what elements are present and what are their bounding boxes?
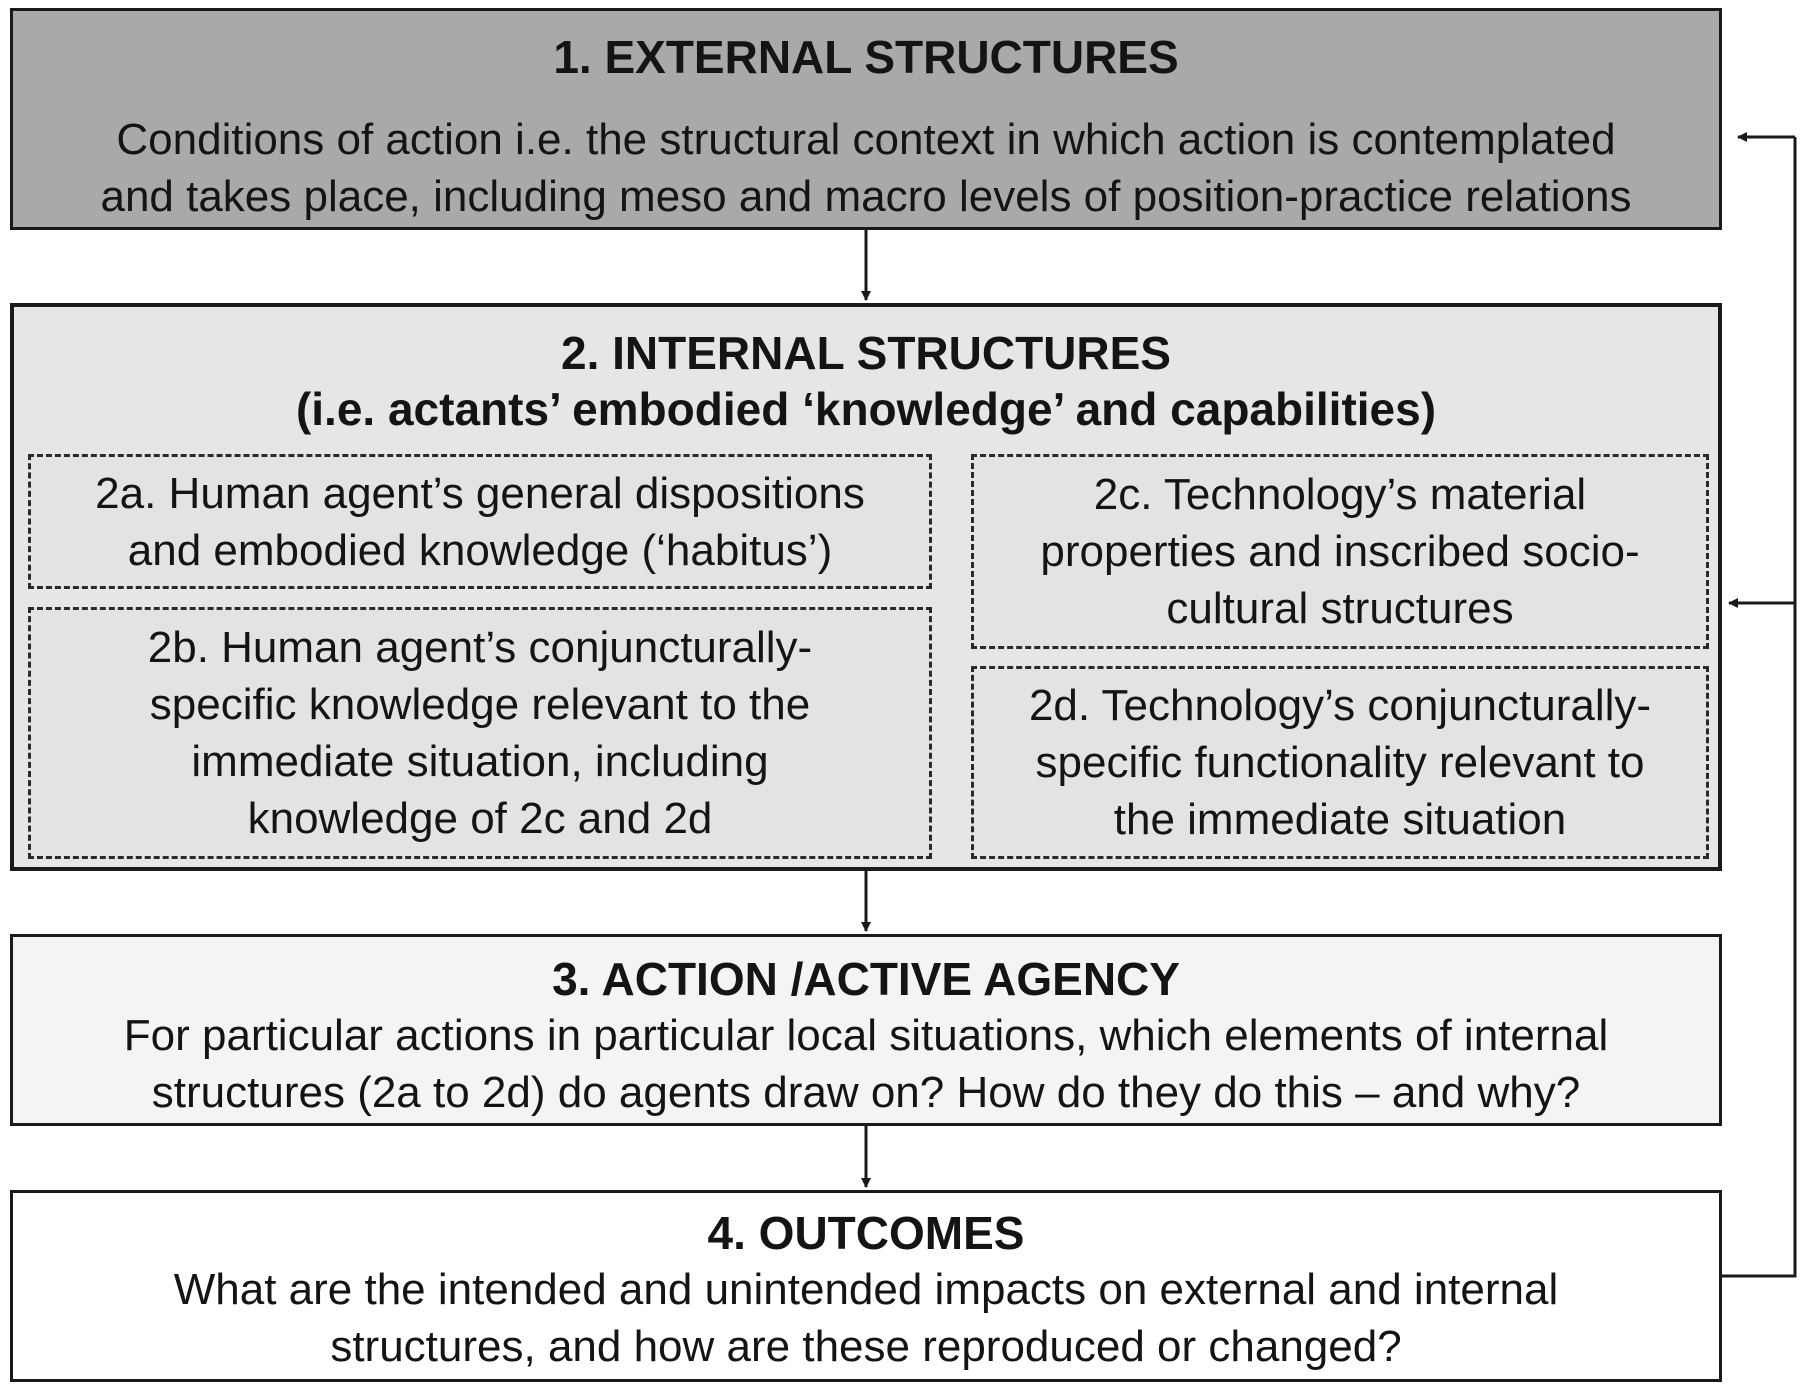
title-line: (i.e. actants’ embodied ‘knowledge’ and capabilities)	[295, 383, 1437, 435]
text-line: and takes place, including meso and macro levels of position-practice relations	[100, 172, 1632, 221]
text-line: 2a. Human agent’s general dispositions	[95, 468, 865, 518]
text-line: the immediate situation	[1113, 795, 1567, 844]
text-line: What are the intended and unintended impacts on external and internal	[173, 1265, 1559, 1314]
action-agency-title: 3. ACTION /ACTIVE AGENCY	[552, 953, 1180, 1005]
text-line: structures (2a to 2d) do agents draw on? How do they do this – and why?	[151, 1068, 1581, 1117]
text-line: structures, and how are these reproduced or changed?	[330, 1322, 1402, 1371]
text-line: 2c. Technology’s material	[1093, 470, 1587, 519]
text-line: knowledge of 2c and 2d	[247, 794, 713, 843]
text-line: specific knowledge relevant to the	[149, 680, 811, 729]
text-line: 2b. Human agent’s conjuncturally-	[147, 623, 813, 672]
text-line: immediate situation, including	[191, 737, 769, 786]
text-line: Conditions of action i.e. the structural context in which action is contemplated	[116, 115, 1616, 164]
text-line: 2d. Technology’s conjuncturally-	[1028, 681, 1652, 730]
title-line: 2. INTERNAL STRUCTURES	[561, 327, 1171, 379]
text-line: properties and inscribed socio-	[1040, 527, 1640, 576]
text-line: and embodied knowledge (‘habitus’)	[127, 525, 833, 575]
feedback-line	[1722, 137, 1795, 1276]
outcomes-title: 4. OUTCOMES	[707, 1207, 1025, 1259]
text-line: specific functionality relevant to	[1035, 738, 1645, 787]
text-line: For particular actions in particular local situations, which elements of internal	[123, 1011, 1609, 1060]
external-structures-title: 1. EXTERNAL STRUCTURES	[553, 31, 1179, 83]
text-line: cultural structures	[1166, 584, 1514, 633]
